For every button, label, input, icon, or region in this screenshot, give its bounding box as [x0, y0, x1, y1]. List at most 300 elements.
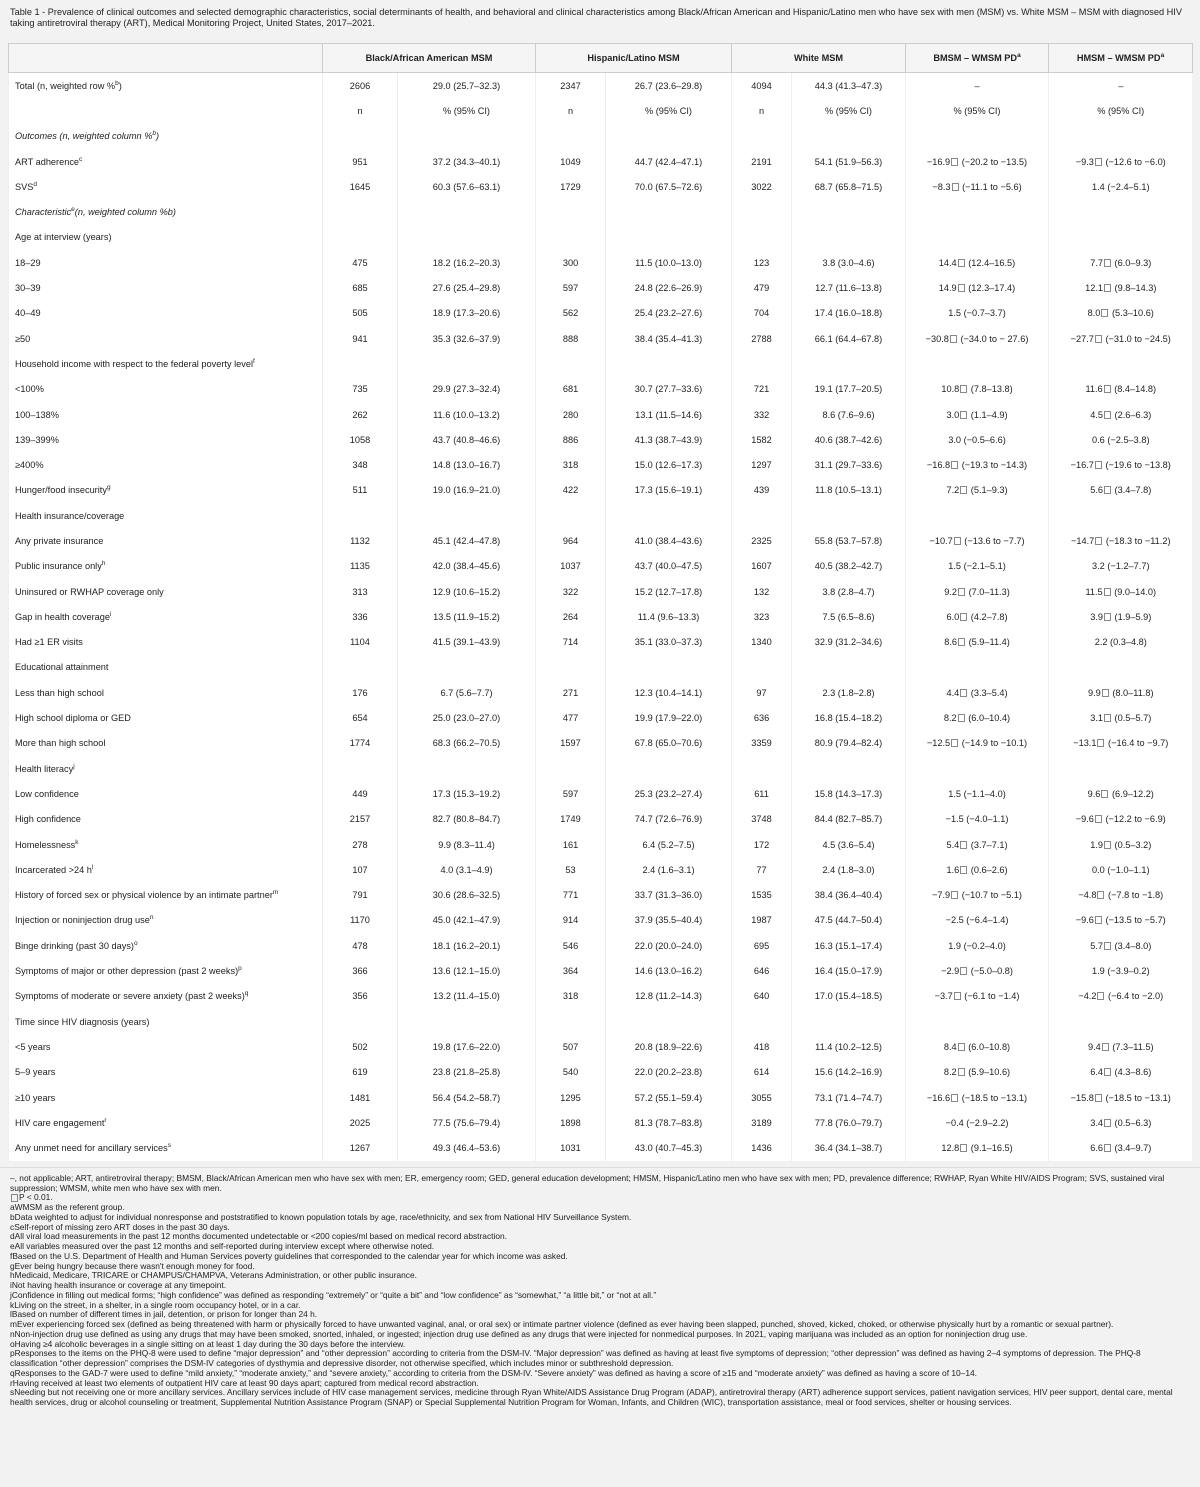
- footnote: fBased on the U.S. Department of Health and Human Services poverty guidelines that corresponded to the calendar year for which income was asked.: [10, 1250, 568, 1261]
- cell-h-n: [536, 503, 606, 528]
- significance-box-icon: [1097, 891, 1104, 899]
- cell-h-p: 30.7 (27.7–33.6): [606, 377, 732, 402]
- cell-b-p: 23.8 (21.8–25.8): [398, 1060, 536, 1085]
- significance-box-icon: [958, 284, 965, 292]
- significance-box-icon: [1101, 790, 1108, 798]
- cell-h-n: [536, 225, 606, 250]
- cell-w-n: [732, 225, 792, 250]
- table-row: [9, 655, 1193, 680]
- cell-h-n: 161: [536, 832, 606, 857]
- cell-bpd: % (95% CI): [906, 98, 1049, 123]
- significance-box-icon: [1104, 841, 1111, 849]
- cell-w-n: 636: [732, 705, 792, 730]
- significance-box-icon: [958, 714, 965, 722]
- cell-bpd: 3.0 (−0.5–6.6): [906, 427, 1049, 452]
- cell-hpd: [1049, 503, 1193, 528]
- cell-b-p: [398, 124, 536, 149]
- significance-box-icon: [960, 1144, 967, 1152]
- footnote: bData weighted to adjust for individual nonresponse and poststratified to known population totals by age, race/ethnicity, and sex from National HIV Surveillance System.: [10, 1211, 632, 1222]
- cell-w-p: [792, 655, 906, 680]
- cell-hpd: 12.1 (9.8–14.3): [1049, 275, 1193, 300]
- row-label: <5 years: [9, 1034, 323, 1059]
- significance-box-icon: [1104, 259, 1111, 267]
- cell-h-n: [536, 756, 606, 781]
- row-label: 139–399%: [9, 427, 323, 452]
- cell-w-n: 1340: [732, 630, 792, 655]
- cell-bpd: −3.7 (−6.1 to −1.4): [906, 984, 1049, 1009]
- cell-w-p: 31.1 (29.7–33.6): [792, 452, 906, 477]
- cell-w-n: 611: [732, 781, 792, 806]
- cell-h-n: 597: [536, 781, 606, 806]
- header-characteristic: [9, 44, 323, 73]
- cell-h-p: 57.2 (55.1–59.4): [606, 1085, 732, 1110]
- cell-h-p: % (95% CI): [606, 98, 732, 123]
- table-row: [9, 908, 1193, 933]
- footnote: eAll variables measured over the past 12 months and self-reported during interview except where otherwise noted.: [10, 1241, 435, 1252]
- cell-hpd: 9.9 (8.0–11.8): [1049, 680, 1193, 705]
- cell-b-n: 313: [323, 579, 398, 604]
- table-row: [9, 124, 1193, 149]
- cell-h-p: 20.8 (18.9–22.6): [606, 1034, 732, 1059]
- table-row: [9, 1009, 1193, 1034]
- cell-h-p: 17.3 (15.6–19.1): [606, 478, 732, 503]
- cell-w-n: 323: [732, 604, 792, 629]
- cell-b-p: 41.5 (39.1–43.9): [398, 630, 536, 655]
- table-row: [9, 1060, 1193, 1085]
- cell-bpd: [906, 124, 1049, 149]
- row-label: Binge drinking (past 30 days)$^o$: [9, 933, 323, 958]
- cell-b-p: 17.3 (15.3–19.2): [398, 781, 536, 806]
- cell-bpd: −30.8 (−34.0 to − 27.6): [906, 326, 1049, 351]
- cell-bpd: 8.2 (6.0–10.4): [906, 705, 1049, 730]
- row-label: ≥10 years: [9, 1085, 323, 1110]
- row-label: 30–39: [9, 275, 323, 300]
- cell-w-p: 15.6 (14.2–16.9): [792, 1060, 906, 1085]
- table-row: [9, 933, 1193, 958]
- cell-b-p: 49.3 (46.4–53.6): [398, 1135, 536, 1160]
- cell-h-n: 2347: [536, 73, 606, 99]
- significance-box-icon: [950, 335, 957, 343]
- significance-box-icon: [1095, 461, 1102, 469]
- cell-b-p: 25.0 (23.0–27.0): [398, 705, 536, 730]
- cell-h-n: 771: [536, 883, 606, 908]
- significance-box-icon: [958, 1043, 965, 1051]
- cell-hpd: [1049, 351, 1193, 376]
- cell-b-p: 60.3 (57.6–63.1): [398, 174, 536, 199]
- cell-b-n: 475: [323, 250, 398, 275]
- cell-w-n: 1987: [732, 908, 792, 933]
- cell-w-n: 1607: [732, 554, 792, 579]
- cell-b-p: % (95% CI): [398, 98, 536, 123]
- significance-box-icon: [1104, 1068, 1111, 1076]
- cell-b-p: 19.0 (16.9–21.0): [398, 478, 536, 503]
- significance-box-icon: [951, 1094, 958, 1102]
- cell-b-p: 11.6 (10.0–13.2): [398, 402, 536, 427]
- cell-hpd: −9.6 (−13.5 to −5.7): [1049, 908, 1193, 933]
- cell-b-p: 29.9 (27.3–32.4): [398, 377, 536, 402]
- cell-b-p: [398, 225, 536, 250]
- row-label: Less than high school: [9, 680, 323, 705]
- cell-w-p: 16.3 (15.1–17.4): [792, 933, 906, 958]
- cell-b-n: 1267: [323, 1135, 398, 1160]
- cell-h-n: 681: [536, 377, 606, 402]
- cell-h-p: 33.7 (31.3–36.0): [606, 883, 732, 908]
- table-row: [9, 883, 1193, 908]
- cell-w-n: n: [732, 98, 792, 123]
- cell-b-n: 1481: [323, 1085, 398, 1110]
- significance-box-icon: [958, 1068, 965, 1076]
- row-label: Symptoms of moderate or severe anxiety (past 2 weeks)$^q$: [9, 984, 323, 1009]
- row-label: Educational attainment: [9, 655, 323, 680]
- cell-b-n: 511: [323, 478, 398, 503]
- table-row: [9, 301, 1193, 326]
- cell-b-n: [323, 124, 398, 149]
- header-hispanic-msm: Hispanic/Latino MSM: [536, 44, 732, 73]
- cell-hpd: [1049, 756, 1193, 781]
- cell-hpd: −14.7 (−18.3 to −11.2): [1049, 528, 1193, 553]
- cell-b-p: 42.0 (38.4–45.6): [398, 554, 536, 579]
- cell-hpd: [1049, 1009, 1193, 1034]
- cell-w-n: [732, 756, 792, 781]
- significance-box-icon: [1095, 158, 1102, 166]
- cell-bpd: 1.9 (−0.2–4.0): [906, 933, 1049, 958]
- table-row: [9, 528, 1193, 553]
- cell-hpd: [1049, 199, 1193, 224]
- row-label: Household income with respect to the federal poverty level$^f$: [9, 351, 323, 376]
- cell-b-n: 735: [323, 377, 398, 402]
- significance-box-icon: [1104, 486, 1111, 494]
- footnote: mEver experiencing forced sex (defined as being threatened with harm or physically forced to have unwanted vaginal, anal, or oral sex) or intimate partner violence (defined as ever having been slapped, punched, shoved, kicked, choked, or otherwise physically hurt by a romantic or sexual partner).: [10, 1319, 1114, 1330]
- significance-box-icon: [1097, 739, 1104, 747]
- cell-b-p: 68.3 (66.2–70.5): [398, 731, 536, 756]
- significance-box-icon: [1095, 1094, 1102, 1102]
- cell-h-n: 280: [536, 402, 606, 427]
- cell-hpd: 3.4 (0.5–6.3): [1049, 1110, 1193, 1135]
- cell-w-p: 8.6 (7.6–9.6): [792, 402, 906, 427]
- cell-h-n: 546: [536, 933, 606, 958]
- table-row: [9, 579, 1193, 604]
- cell-b-n: [323, 1009, 398, 1034]
- significance-box-icon: [1101, 309, 1108, 317]
- cell-hpd: 9.6 (6.9–12.2): [1049, 781, 1193, 806]
- table-row: [9, 705, 1193, 730]
- cell-w-n: 123: [732, 250, 792, 275]
- cell-b-n: [323, 503, 398, 528]
- cell-bpd: −12.5 (−14.9 to −10.1): [906, 731, 1049, 756]
- cell-b-n: 478: [323, 933, 398, 958]
- cell-w-p: 16.8 (15.4–18.2): [792, 705, 906, 730]
- cell-bpd: 14.4 (12.4–16.5): [906, 250, 1049, 275]
- cell-b-p: 19.8 (17.6–22.0): [398, 1034, 536, 1059]
- cell-bpd: [906, 225, 1049, 250]
- cell-h-n: 1729: [536, 174, 606, 199]
- footnotes: [0, 1167, 1200, 1408]
- table-row: [9, 98, 1193, 123]
- row-label: ≥50: [9, 326, 323, 351]
- footnote: oHaving ≥4 alcoholic beverages in a single sitting on at least 1 day during the 30 days before the interview.: [10, 1338, 406, 1349]
- cell-w-n: 3189: [732, 1110, 792, 1135]
- cell-w-n: 646: [732, 958, 792, 983]
- cell-h-p: 22.0 (20.2–23.8): [606, 1060, 732, 1085]
- table-row: [9, 427, 1193, 452]
- table-row: [9, 1085, 1193, 1110]
- cell-b-n: 1645: [323, 174, 398, 199]
- footnote: aWMSM as the referent group.: [10, 1202, 125, 1213]
- cell-b-p: 18.2 (16.2–20.3): [398, 250, 536, 275]
- cell-b-n: 348: [323, 452, 398, 477]
- cell-bpd: 7.2 (5.1–9.3): [906, 478, 1049, 503]
- footnote: gEver being hungry because there wasn't enough money for food.: [10, 1260, 255, 1271]
- cell-h-n: 1031: [536, 1135, 606, 1160]
- cell-b-p: 45.0 (42.1–47.9): [398, 908, 536, 933]
- cell-w-n: 77: [732, 857, 792, 882]
- header-white-msm: White MSM: [732, 44, 906, 73]
- cell-w-n: 332: [732, 402, 792, 427]
- cell-bpd: 1.5 (−1.1–4.0): [906, 781, 1049, 806]
- cell-b-p: 56.4 (54.2–58.7): [398, 1085, 536, 1110]
- table-row: [9, 1110, 1193, 1135]
- cell-b-p: 14.8 (13.0–16.7): [398, 452, 536, 477]
- cell-bpd: 12.8 (9.1–16.5): [906, 1135, 1049, 1160]
- cell-h-n: 1049: [536, 149, 606, 174]
- cell-w-p: 55.8 (53.7–57.8): [792, 528, 906, 553]
- cell-b-p: 18.1 (16.2–20.1): [398, 933, 536, 958]
- cell-h-p: 81.3 (78.7–83.8): [606, 1110, 732, 1135]
- cell-h-n: 540: [536, 1060, 606, 1085]
- table-row: [9, 630, 1193, 655]
- row-label: Public insurance only$^h$: [9, 554, 323, 579]
- significance-box-icon: [1095, 916, 1102, 924]
- cell-w-n: 3748: [732, 807, 792, 832]
- cell-w-n: 614: [732, 1060, 792, 1085]
- cell-bpd: 4.4 (3.3–5.4): [906, 680, 1049, 705]
- row-label: <100%: [9, 377, 323, 402]
- cell-hpd: −15.8 (−18.5 to −13.1): [1049, 1085, 1193, 1110]
- cell-w-n: 2191: [732, 149, 792, 174]
- table-row: [9, 199, 1193, 224]
- cell-b-p: [398, 199, 536, 224]
- cell-b-p: 18.9 (17.3–20.6): [398, 301, 536, 326]
- cell-bpd: [906, 655, 1049, 680]
- cell-h-n: 714: [536, 630, 606, 655]
- significance-box-icon: [960, 613, 967, 621]
- cell-w-p: 84.4 (82.7–85.7): [792, 807, 906, 832]
- footnote: P < 0.01.: [10, 1193, 1190, 1203]
- cell-w-n: 2788: [732, 326, 792, 351]
- significance-box-icon: [951, 739, 958, 747]
- footnote: kLiving on the street, in a shelter, in a single room occupancy hotel, or in a car.: [10, 1299, 301, 1310]
- cell-b-n: 941: [323, 326, 398, 351]
- significance-box-icon: [1095, 335, 1102, 343]
- cell-w-n: 4094: [732, 73, 792, 99]
- table-row: [9, 680, 1193, 705]
- cell-w-p: 3.8 (2.8–4.7): [792, 579, 906, 604]
- cell-hpd: [1049, 655, 1193, 680]
- significance-box-icon: [960, 385, 967, 393]
- cell-h-n: 597: [536, 275, 606, 300]
- cell-b-p: 4.0 (3.1–4.9): [398, 857, 536, 882]
- row-label: SVS$^d$: [9, 174, 323, 199]
- cell-w-n: 418: [732, 1034, 792, 1059]
- row-label: Health literacy$^j$: [9, 756, 323, 781]
- cell-bpd: 1.5 (−0.7–3.7): [906, 301, 1049, 326]
- cell-b-p: 9.9 (8.3–11.4): [398, 832, 536, 857]
- cell-bpd: 1.6 (0.6–2.6): [906, 857, 1049, 882]
- cell-b-p: 13.5 (11.9–15.2): [398, 604, 536, 629]
- cell-w-n: 640: [732, 984, 792, 1009]
- footnote: sNeeding but not receiving one or more ancillary services. Ancillary services include of HIV case management services, medicine through Ryan White/AIDS Assistance Drug Program (ADAP), antiretroviral therapy (ART) adherence support services, patient navigation services, HIV peer support, dental care, mental health services, drug or alcohol counseling or treatment, Supplemental Nutrition Assistance Program (SNAP) or Special Supplemental Nutrition Program for Woman, Infants, and Children (WIC), transportation assistance, meal or food services, shelter or housing services.: [10, 1387, 1173, 1408]
- cell-bpd: 8.2 (5.9–10.6): [906, 1060, 1049, 1085]
- cell-w-n: 439: [732, 478, 792, 503]
- cell-w-p: 68.7 (65.8–71.5): [792, 174, 906, 199]
- cell-b-p: [398, 351, 536, 376]
- cell-hpd: −4.2 (−6.4 to −2.0): [1049, 984, 1193, 1009]
- cell-hpd: −27.7 (−31.0 to −24.5): [1049, 326, 1193, 351]
- cell-h-n: 1898: [536, 1110, 606, 1135]
- cell-bpd: −16.8 (−19.3 to −14.3): [906, 452, 1049, 477]
- cell-h-n: 1037: [536, 554, 606, 579]
- cell-h-p: 37.9 (35.5–40.4): [606, 908, 732, 933]
- cell-bpd: 5.4 (3.7–7.1): [906, 832, 1049, 857]
- table-row: [9, 807, 1193, 832]
- cell-bpd: 10.8 (7.8–13.8): [906, 377, 1049, 402]
- table-row: [9, 275, 1193, 300]
- cell-b-n: 336: [323, 604, 398, 629]
- significance-box-icon: [1102, 1043, 1109, 1051]
- cell-bpd: −8.3 (−11.1 to −5.6): [906, 174, 1049, 199]
- significance-box-icon: [951, 461, 958, 469]
- cell-hpd: 9.4 (7.3–11.5): [1049, 1034, 1193, 1059]
- cell-b-n: 619: [323, 1060, 398, 1085]
- cell-h-n: 477: [536, 705, 606, 730]
- significance-box-icon: [1104, 714, 1111, 722]
- cell-h-n: 914: [536, 908, 606, 933]
- table-row: [9, 73, 1193, 99]
- cell-h-p: 43.0 (40.7–45.3): [606, 1135, 732, 1160]
- cell-b-n: 1774: [323, 731, 398, 756]
- significance-box-icon: [1104, 1119, 1111, 1127]
- cell-w-p: 54.1 (51.9–56.3): [792, 149, 906, 174]
- row-label: History of forced sex or physical violence by an intimate partner$^m$: [9, 883, 323, 908]
- cell-w-p: 47.5 (44.7–50.4): [792, 908, 906, 933]
- cell-bpd: 3.0 (1.1–4.9): [906, 402, 1049, 427]
- cell-w-p: 40.6 (38.7–42.6): [792, 427, 906, 452]
- cell-bpd: −2.9 (−5.0–0.8): [906, 958, 1049, 983]
- significance-box-icon: [954, 992, 961, 1000]
- row-label: Characteristic$^e$(n, weighted column %b): [9, 199, 323, 224]
- cell-h-n: [536, 124, 606, 149]
- cell-bpd: −16.9 (−20.2 to −13.5): [906, 149, 1049, 174]
- cell-b-n: 2157: [323, 807, 398, 832]
- table-header: [9, 44, 1193, 73]
- cell-hpd: % (95% CI): [1049, 98, 1193, 123]
- cell-b-n: 2606: [323, 73, 398, 99]
- cell-h-p: [606, 199, 732, 224]
- cell-hpd: –: [1049, 73, 1193, 99]
- cell-w-n: 132: [732, 579, 792, 604]
- cell-w-n: 1582: [732, 427, 792, 452]
- cell-h-n: [536, 655, 606, 680]
- cell-w-p: 40.5 (38.2–42.7): [792, 554, 906, 579]
- row-label: 100–138%: [9, 402, 323, 427]
- cell-h-p: 67.8 (65.0–70.6): [606, 731, 732, 756]
- footnote: nNon-injection drug use defined as using any drugs that may have been smoked, snorted, inhaled, or ingested; injection drug use defined as any drugs that were injected for nonmedical purposes. In 2021, vaping marijuana was included as an option for noninjection drug use.: [10, 1328, 1028, 1339]
- cell-b-n: 449: [323, 781, 398, 806]
- cell-hpd: 1.9 (0.5–3.2): [1049, 832, 1193, 857]
- cell-b-n: 791: [323, 883, 398, 908]
- cell-w-n: 3055: [732, 1085, 792, 1110]
- cell-h-p: 25.3 (23.2–27.4): [606, 781, 732, 806]
- significance-box-icon: [958, 638, 965, 646]
- significance-box-icon: [951, 158, 958, 166]
- table-row: [9, 781, 1193, 806]
- cell-bpd: −1.5 (−4.0–1.1): [906, 807, 1049, 832]
- cell-h-p: 38.4 (35.4–41.3): [606, 326, 732, 351]
- cell-w-p: 73.1 (71.4–74.7): [792, 1085, 906, 1110]
- significance-box-icon: [960, 411, 967, 419]
- row-label: Any unmet need for ancillary services$^s$: [9, 1135, 323, 1160]
- cell-b-n: [323, 225, 398, 250]
- cell-hpd: 11.5 (9.0–14.0): [1049, 579, 1193, 604]
- table-row: [9, 452, 1193, 477]
- cell-bpd: [906, 1009, 1049, 1034]
- row-label: More than high school: [9, 731, 323, 756]
- cell-b-n: [323, 756, 398, 781]
- cell-b-n: 1104: [323, 630, 398, 655]
- header-bmsm-pd: BMSM – WMSM $PD^a$: [906, 44, 1049, 73]
- cell-h-p: 41.3 (38.7–43.9): [606, 427, 732, 452]
- cell-b-n: 502: [323, 1034, 398, 1059]
- cell-h-p: 25.4 (23.2–27.6): [606, 301, 732, 326]
- cell-w-n: [732, 124, 792, 149]
- row-label: High confidence: [9, 807, 323, 832]
- footnote: jConfidence in filling out medical forms; “high confidence” was defined as responding “extremely” or “quite a bit” and “low confidence” as “somewhat,” “a little bit,” or “not at all.”: [10, 1289, 657, 1300]
- cell-w-p: 17.0 (15.4–18.5): [792, 984, 906, 1009]
- footnote: iNot having health insurance or coverage at any timepoint.: [10, 1280, 227, 1291]
- cell-h-n: 1597: [536, 731, 606, 756]
- cell-h-p: [606, 1009, 732, 1034]
- row-label: ≥400%: [9, 452, 323, 477]
- table-row: [9, 554, 1193, 579]
- cell-w-p: 80.9 (79.4–82.4): [792, 731, 906, 756]
- cell-w-n: 704: [732, 301, 792, 326]
- cell-b-p: 13.6 (12.1–15.0): [398, 958, 536, 983]
- cell-h-p: 41.0 (38.4–43.6): [606, 528, 732, 553]
- footnote: cSelf-report of missing zero ART doses in the past 30 days.: [10, 1221, 230, 1232]
- cell-bpd: [906, 503, 1049, 528]
- cell-bpd: −10.7 (−13.6 to −7.7): [906, 528, 1049, 553]
- cell-h-p: 13.1 (11.5–14.6): [606, 402, 732, 427]
- cell-h-p: [606, 655, 732, 680]
- cell-w-p: % (95% CI): [792, 98, 906, 123]
- table-row: [9, 503, 1193, 528]
- cell-w-p: 66.1 (64.4–67.8): [792, 326, 906, 351]
- cell-h-n: 507: [536, 1034, 606, 1059]
- cell-bpd: 8.6 (5.9–11.4): [906, 630, 1049, 655]
- cell-h-p: 15.0 (12.6–17.3): [606, 452, 732, 477]
- cell-hpd: 0.6 (−2.5–3.8): [1049, 427, 1193, 452]
- cell-w-n: 1297: [732, 452, 792, 477]
- table-row: [9, 984, 1193, 1009]
- row-label: Any private insurance: [9, 528, 323, 553]
- significance-box-icon: [1102, 689, 1109, 697]
- cell-h-n: 318: [536, 452, 606, 477]
- cell-w-n: 479: [732, 275, 792, 300]
- cell-h-n: 1295: [536, 1085, 606, 1110]
- cell-hpd: −4.8 (−7.8 to −1.8): [1049, 883, 1193, 908]
- cell-hpd: 2.2 (0.3–4.8): [1049, 630, 1193, 655]
- significance-box-icon: [1104, 588, 1111, 596]
